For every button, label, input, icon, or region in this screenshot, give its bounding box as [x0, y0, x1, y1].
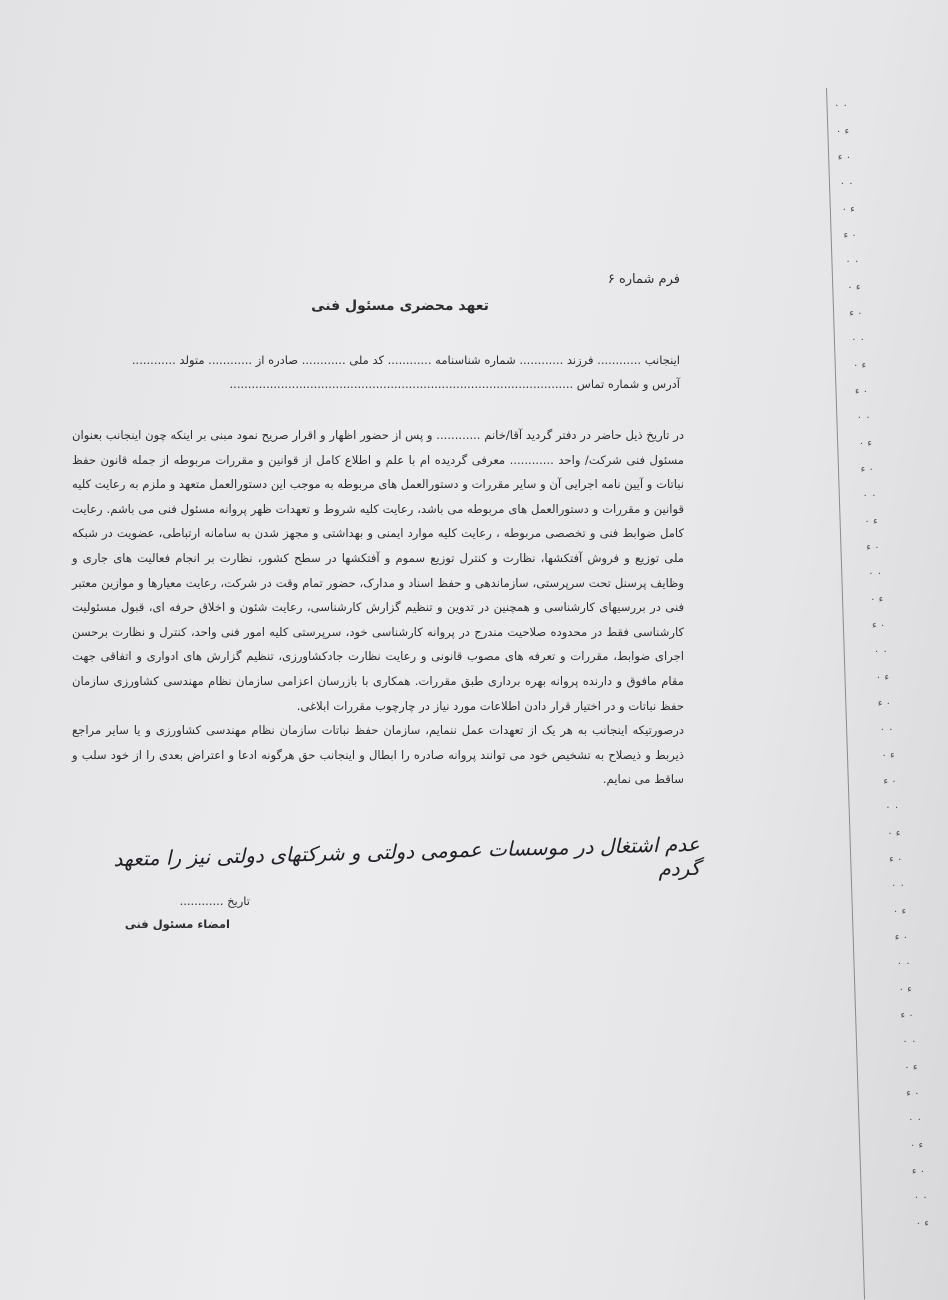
margin-mark: ۰ ء	[877, 698, 891, 709]
margin-mark: ء ۰	[898, 984, 912, 995]
margin-mark: ء ۰	[864, 516, 878, 527]
margin-mark: ۰ ء	[837, 152, 852, 163]
margin-mark: ۰ ۰	[839, 178, 854, 189]
margin-mark: ۰ ۰	[896, 958, 911, 969]
margin-mark: ء ۰	[915, 1218, 929, 1229]
date-label: تاریخ ............	[179, 894, 250, 908]
identity-line: اینجانب ............ فرزند ............ شماره شناسنامه ............ کد ملی ............ صادره از ............ متولد ............	[131, 353, 680, 367]
form-number: فرم شماره ۶	[607, 272, 680, 287]
margin-mark: ۰ ۰	[913, 1192, 928, 1203]
margin-mark: ۰ ء	[860, 464, 874, 475]
margin-mark: ۰ ء	[883, 776, 897, 787]
margin-bleed-marks	[826, 100, 936, 1290]
margin-mark: ۰ ۰	[862, 490, 877, 501]
personal-info-fields	[60, 348, 680, 396]
margin-mark: ء ۰	[835, 126, 850, 137]
commitment-body	[72, 423, 684, 792]
margin-mark: ء ۰	[870, 594, 884, 605]
margin-mark: ۰ ء	[906, 1088, 920, 1099]
margin-mark: ء ۰	[881, 750, 895, 761]
margin-mark: ۰ ء	[872, 620, 886, 631]
margin-mark: ۰ ء	[894, 932, 909, 943]
margin-mark: ء ۰	[904, 1062, 918, 1073]
margin-mark: ء ۰	[910, 1140, 924, 1151]
margin-mark: ۰ ۰	[856, 412, 871, 423]
margin-mark: ۰ ۰	[851, 334, 866, 345]
margin-mark: ۰ ء	[849, 308, 863, 319]
margin-mark: ء ۰	[841, 204, 855, 215]
margin-mark: ۰ ء	[866, 542, 880, 553]
document-title: تعهد محضری مسئول فنی	[311, 298, 489, 314]
margin-mark: ۰ ۰	[868, 568, 883, 579]
margin-mark: ء ۰	[875, 672, 890, 683]
margin-mark: ۰ ء	[889, 854, 903, 865]
signature-label: امضاء مسئول فنی	[124, 917, 230, 931]
margin-mark: ۰ ۰	[879, 724, 894, 735]
margin-mark: ء ۰	[858, 438, 872, 449]
margin-mark: ۰ ۰	[834, 100, 848, 111]
margin-mark: ۰ ء	[843, 230, 857, 241]
penalty-paragraph: درصورتیکه اینجانب به هر یک از تعهدات عمل ننمایم، سازمان حفظ نباتات سازمان نظام مهندسی کشاورزی و یا سایر مراجع ذیربط و ذیصلاح به تشخیص خود می توانند پروانه صادره را ابطال و اینجانب حق هرگونه ادعا و اعتراض بعدی را از خود سلب و ساقط می نمایم.	[72, 723, 684, 787]
commitment-paragraph: در تاریخ ذیل حاضر در دفتر گردید آقا/خانم ............ و پس از حضور اظهار و اقرار صریح نمود مبنی بر اینکه چون اینجانب بعنوان مسئول فنی شرکت/ واحد ............ معرفی گردیده ام با علم و اطلاع کامل از قوانین و مقررات مربوطه از جمله قانون حفظ نباتات و آیین نامه اجرایی آن و سایر مقررات و دستورالعمل های مربوطه به موجب این دستورالعمل متعهد و ملزم به رعایت کلیه قوانین و مقررات و دستورالعمل های مربوطه می باشد، رعایت کلیه شروط و تعهدات ظهر پروانه مسئول فنی می باشم. رعایت کامل ضوابط فنی و تخصصی مربوطه ، رعایت کلیه موارد ایمنی و بهداشتی و مجهز شدن به سامانه ارتباطی، عضویت در شبکه ملی توزیع و فروش آفتکشها، نظارت و کنترل توزیع سموم و آفتکشها در سطح کشور، نظارت بر انجام فعالیت های جاری و وظایف پرسنل تحت سرپرستی، سازماندهی و حفظ اسناد و مدارک، حضور تمام وقت در شرکت، رعایت معیارها و موازین معتبر فنی در بررسیهای کارشناسی و همچنین در تدوین و تنظیم گزارش کارشناسی، رعایت شئون و اخلاق حرفه ای، قبول مسئولیت کارشناسی فقط در محدوده صلاحیت مندرج در پروانه کارشناسی خود، سرپرستی کلیه امور فنی واحد، کنترل و نظارت برحسن اجرای ضوابط، مقررات و تعرفه های مصوب قانونی و رعایت نظارت جادکشاورزی، تنظیم گزارش های ادواری و اتفاقی جهت مقام مافوق و دارنده پروانه بهره برداری طبق مقررات. همکاری با بازرسان اعزامی سازمان نظام مهندسی کشاورزی سازمان حفظ نباتات و در اختیار قرار دادن اطلاعات مورد نیاز در چارچوب مقررات ابلاغی.	[72, 428, 684, 713]
margin-mark: ۰ ء	[911, 1166, 926, 1177]
margin-mark: ۰ ۰	[891, 880, 905, 891]
margin-mark: ء ۰	[853, 360, 867, 371]
margin-mark: ء ۰	[847, 282, 861, 293]
margin-mark: ء ۰	[892, 906, 907, 917]
margin-mark: ۰ ۰	[902, 1036, 917, 1047]
margin-mark: ۰ ۰	[885, 802, 900, 813]
margin-mark: ۰ ء	[854, 386, 869, 397]
margin-mark: ء ۰	[887, 828, 901, 839]
margin-mark: ۰ ۰	[873, 646, 888, 657]
margin-mark: ۰ ۰	[908, 1114, 923, 1125]
margin-mark: ۰ ۰	[845, 256, 860, 267]
address-line: آدرس و شماره تماس ..............................................................................................	[229, 377, 680, 391]
handwritten-note: عدم اشتغال در موسسات عمومی دولتی و شرکتهای دولتی نیز را متعهد گردم	[113, 831, 701, 881]
margin-mark: ۰ ء	[900, 1010, 914, 1021]
